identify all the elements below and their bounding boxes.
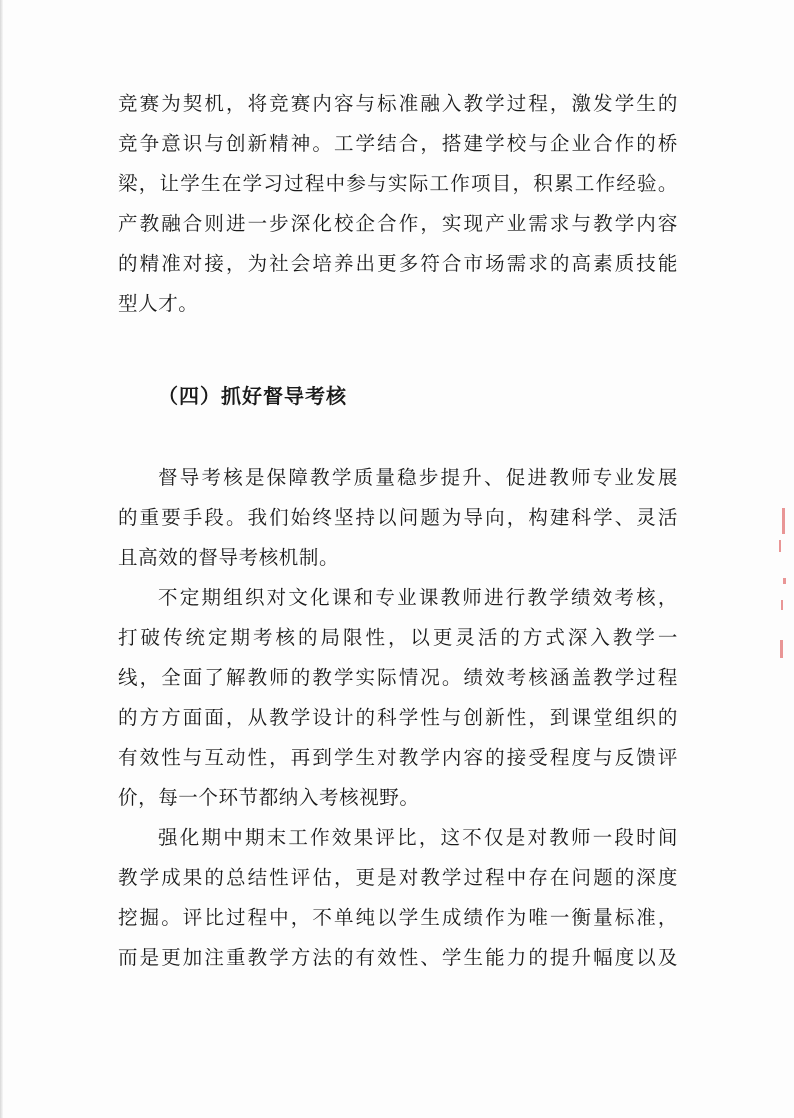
text-line: 且高效的督导考核机制。 [118, 546, 340, 569]
seal-edge-mark [779, 540, 781, 552]
text-line: 产教融合则进一步深化校企合作，实现产业需求与教学内容 [118, 212, 678, 235]
text-line: 竞争意识与创新精神。工学结合，搭建学校与企业合作的桥 [118, 132, 678, 155]
text-line: 督导考核是保障教学质量稳步提升、促进教师专业发展 [158, 466, 678, 489]
text-line: 不定期组织对文化课和专业课教师进行教学绩效考核， [158, 586, 678, 609]
seal-edge-mark [780, 640, 783, 658]
paragraph-1 [118, 458, 678, 578]
paragraph-3 [118, 818, 678, 978]
seal-edge-mark [783, 578, 786, 584]
page-left-edge-shadow [0, 0, 3, 1118]
seal-edge-mark [781, 600, 783, 610]
section-heading: （四）抓好督导考核 [158, 384, 347, 408]
text-line: 的方方面面，从教学设计的科学性与创新性，到课堂组织的 [118, 706, 678, 729]
body-text-block [118, 458, 678, 978]
text-line: 价，每一个环节都纳入考核视野。 [118, 786, 420, 809]
text-line: 挖掘。评比过程中，不单纯以学生成绩作为唯一衡量标准， [118, 906, 678, 929]
text-line: 型人才。 [118, 292, 199, 315]
text-line: 的精准对接，为社会培养出更多符合市场需求的高素质技能 [118, 252, 678, 275]
text-line: 打破传统定期考核的局限性，以更灵活的方式深入教学一 [118, 626, 678, 649]
seal-edge-mark [782, 508, 785, 534]
text-line: 的重要手段。我们始终坚持以问题为导向，构建科学、灵活 [118, 506, 678, 529]
text-line: 教学成果的总结性评估，更是对教学过程中存在问题的深度 [118, 866, 678, 889]
paragraph-top [118, 84, 678, 324]
text-line: 竞赛为契机，将竞赛内容与标准融入教学过程，激发学生的 [118, 92, 678, 115]
text-line: 强化期中期末工作效果评比，这不仅是对教师一段时间 [158, 826, 678, 849]
text-line: 有效性与互动性，再到学生对教学内容的接受程度与反馈评 [118, 746, 678, 769]
text-line: 而是更加注重教学方法的有效性、学生能力的提升幅度以及 [118, 946, 678, 969]
paragraph-2 [118, 578, 678, 818]
text-line: 梁，让学生在学习过程中参与实际工作项目，积累工作经验。 [118, 172, 678, 195]
text-line: 线，全面了解教师的教学实际情况。绩效考核涵盖教学过程 [118, 666, 678, 689]
